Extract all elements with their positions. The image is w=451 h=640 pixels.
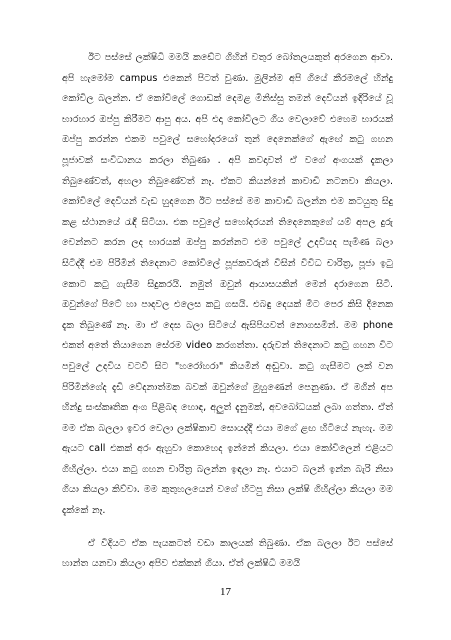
page-number: 17: [220, 586, 231, 598]
body-paragraph-1: ඊට පස්සේ ලක්ෂිධි මමයි කඩේට ගිහින් වතුර බෝතලයකුත් අරගෙන ආවා. අපි හැමෝම campus එකෙන් පිටත් වුණා. මුලින්ම අපි ගියේ කීරමලේ හින්දු කෝවිල බලන්න. ඒ කෝවිලේ ගොඩක් දෙමළ මිනිස්සු තමන් දෙවියන් ඉදිරියේ වූ භාරහාර ඔප්පු කිරීමට ආපු අය. අපි එදා කෝවිලට ගිය වෙලාවේ එහෙම භාරයක් ඔප්පු කරන්න එකම පවුලේ සහෝදරයෝ තුන් දෙනෙක්ගේ ඇඟේ කටු ගහන පූජාවක් සංවිධානය කරලා තිබුණා . අපි කවදාවත් ඒ වගේ අංගයක් දැකලා තිබුණේවත්, අහලා තිබුණේවත් නෑ. ඒකට කියන්නේ කාවාඩි නටනවා කියලා. කෝවිලේ දෙවියන් වැඩ හුදගෙන ඊට පස්සේ මම කාවාඩි බලන්න එම කටයුතු සිදු කළ ස්ථානයේ රැඳී සිටියා. එක පවුලේ සහෝදරයන් තිදෙනෙකුගේ යම් අපල දුරු වෙන්නට කරන ලද භාරයක් ඔප්පු කරන්නට එම පවුලේ උදවියද පැමිණ බලා සිටිද්දී එම පිරිමින් තිදෙනාට කෝවිලේ පූජකවරුන් විසින් විවිධ චාරිත්‍ර, පූජා ඉටු කොට කටු ගැසීම සිදුකරයි. නමුත් ඔවුන් ආයාසයකින් මෙන් දරාගෙන සිටී. ඔවුන්ගේ පිටේ හා පාදවල එලෙස කටු ගසයි. එබඳු දෙයක් මීට පෙර කිසි දිනෙක දැක තිබුණේ නෑ. මා ඒ දෙස බලා සිටියේ ඇසිපියවත් නොගසමින්. මම phone එකත් අතේ තියාගෙන සේරම video කරගත්තා. දරුවන් තිදෙනාට කටු ගහන විට පවුලේ උදවිය වටවී සිට "හරෝහරා" කියමින් අඬුවා. කටු ගැසීමට ලක් වන පිරිමින්ගේද දැඩි වේදනාත්මක බවක් ඔවුන්ගේ මුහුණෙන් පෙනුණා. ඒ මගින් අප හින්දු සංස්කෘතික අංග පිළිබඳ හොඳ, අලුත් දැනුමක්, අවබෝධයක් ලබා ගත්තා. ඒත් මම ඒක බලලා ඉවර වෙලා ලක්ෂිකාව සොයද්දී එයා මගේ ළඟ හිටියේ නැහැ. මම ඇයට call එකක් අරං ඇහුවා කොහෙද ඉන්නේ කියලා. එයා කෝවිලෙන් එළියට ගිහිල්ලා. එයා කටු ගහන චාරිත්‍ර බලන්න ඉඳලා නෑ. එයාට බලන් ඉන්න බැරි නිසා ගියා කියලා කිව්වා. මම කුතුහලයෙන් වගේ හිටපු නිසා ලක්ෂි ගිහිල්ලා කියලා මම දැක්කේ නෑ.: [62, 52, 393, 517]
body-paragraph-2: ඒ විදියට ඒක පැයකටත් වඩා කාලයක් තිබුණා. ඒක බලලා ඊට පස්සේ හාන්ත යනවා කියලා අපිව එක්කන් ගියා. ඒත් ලක්ෂිධි මමයි: [62, 537, 393, 570]
